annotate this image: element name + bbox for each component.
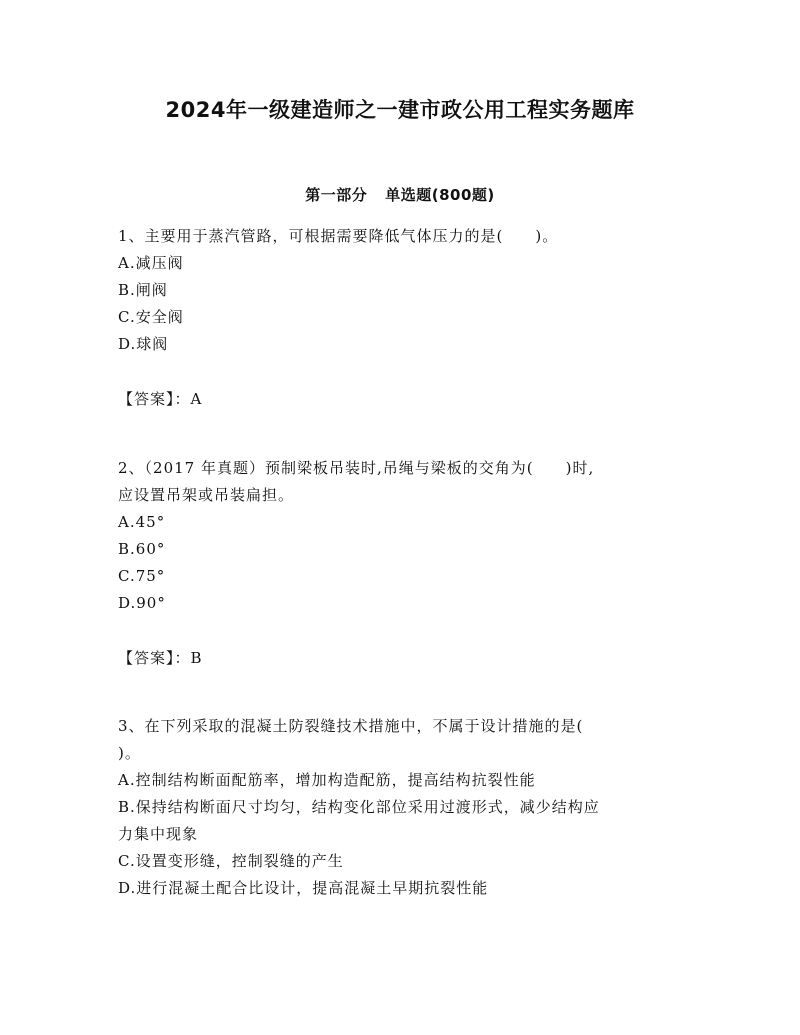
question-3-option-d: D.进行混凝土配合比设计，提高混凝土早期抗裂性能 xyxy=(118,879,489,897)
question-3-stem-line-1: 3、在下列采取的混凝土防裂缝技术措施中，不属于设计措施的是( xyxy=(118,717,584,735)
question-1-option-a: A.减压阀 xyxy=(118,254,184,272)
question-1-answer: 【答案】：A xyxy=(118,390,203,408)
question-2-option-b: B.60° xyxy=(118,540,166,558)
question-2-option-a: A.45° xyxy=(118,513,166,531)
question-1-option-d: D.球阀 xyxy=(118,335,169,353)
section-name: 单选题(800题) xyxy=(385,186,495,204)
question-3-option-a: A.控制结构断面配筋率，增加构造配筋，提高结构抗裂性能 xyxy=(118,771,536,789)
question-3-stem-line-2: )。 xyxy=(118,744,141,762)
question-1-option-c: C.安全阀 xyxy=(118,308,184,326)
question-2-answer: 【答案】：B xyxy=(118,649,203,667)
question-2-stem-line-1: 2、（2017 年真题）预制梁板吊装时,吊绳与梁板的交角为( )时, xyxy=(118,459,595,477)
page-title: 2024年一级建造师之一建市政公用工程实务题库 xyxy=(165,98,635,122)
section-part: 第一部分 xyxy=(305,186,368,204)
question-1-stem: 1、主要用于蒸汽管路，可根据需要降低气体压力的是( )。 xyxy=(118,227,559,245)
question-3-option-b-line-2: 力集中现象 xyxy=(118,825,199,843)
question-2-option-d: D.90° xyxy=(118,594,166,612)
section-heading xyxy=(0,184,800,205)
question-2-option-c: C.75° xyxy=(118,567,166,585)
question-3-option-b-line-1: B.保持结构断面尺寸均匀，结构变化部位采用过渡形式，减少结构应 xyxy=(118,798,600,816)
question-2-stem-line-2: 应设置吊架或吊装扁担。 xyxy=(118,486,295,504)
question-3-option-c: C.设置变形缝，控制裂缝的产生 xyxy=(118,852,344,870)
question-1-option-b: B.闸阀 xyxy=(118,281,168,299)
